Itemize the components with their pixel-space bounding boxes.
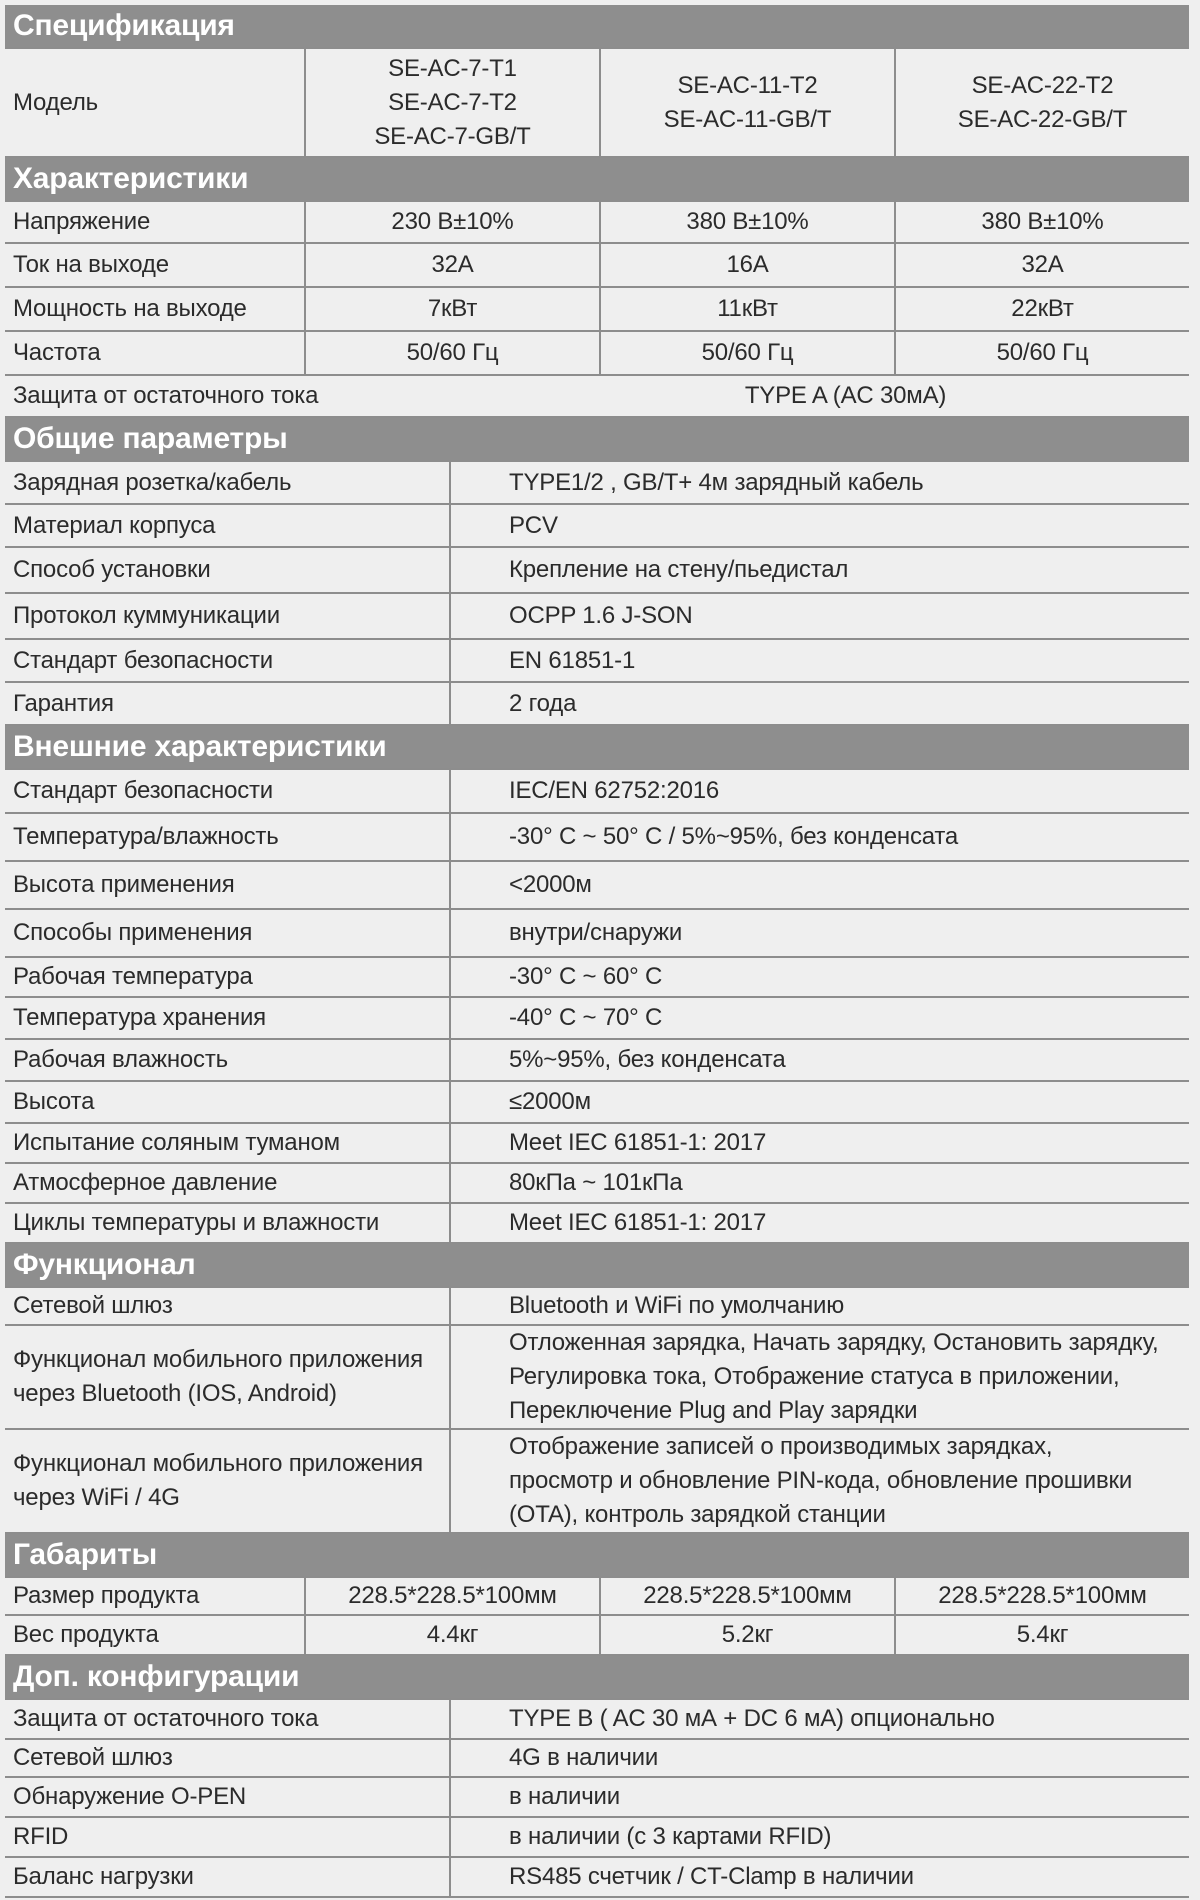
row-value: 228.5*228.5*100мм (600, 1577, 895, 1615)
row-value: 11кВт (600, 287, 895, 331)
row-label: Частота (5, 331, 305, 375)
label-line: Функционал мобильного приложения (13, 1346, 423, 1373)
model-3-line-2: SE-AC-22-GB/T (957, 105, 1128, 133)
row-value: Bluetooth и WiFi по умолчанию (450, 1287, 1189, 1325)
table-row (5, 682, 1189, 725)
model-3-line-1: SE-AC-22-T2 (971, 71, 1114, 99)
row-value: 4.4кг (305, 1615, 600, 1655)
row-value: TYPE1/2 , GB/T+ 4м зарядный кабель (450, 461, 1189, 504)
value-line: (OTA), контроль зарядкой станции (509, 1501, 886, 1528)
row-value: 228.5*228.5*100мм (305, 1577, 600, 1615)
table-row (5, 1739, 1189, 1777)
section-header-extra-config: Доп. конфигурации (5, 1655, 1189, 1699)
row-value: Крепление на стену/пьедистал (450, 547, 1189, 593)
row-label: Зарядная розетка/кабель (5, 461, 450, 504)
table-row (5, 1777, 1189, 1817)
row-label: Испытание соляным туманом (5, 1123, 450, 1163)
value-line: просмотр и обновление PIN-кода, обновление прошивки (509, 1467, 1133, 1494)
row-value: 50/60 Гц (305, 331, 600, 375)
model-2-line-2: SE-AC-11-GB/T (663, 105, 832, 133)
table-row (5, 1699, 1189, 1739)
row-label (5, 1429, 450, 1533)
row-value: IEC/EN 62752:2016 (450, 769, 1189, 813)
row-label: Ток на выходе (5, 243, 305, 287)
row-value: 32А (305, 243, 600, 287)
specification-sheet (5, 5, 1189, 1895)
section-header-characteristics: Характеристики (5, 157, 1189, 201)
model-1-line-2: SE-AC-7-T2 (388, 88, 517, 116)
row-value: внутри/снаружи (450, 909, 1189, 957)
row-value: 5.2кг (600, 1615, 895, 1655)
model-2-line-1: SE-AC-11-T2 (677, 71, 818, 99)
row-label: Температура/влажность (5, 813, 450, 861)
table-row (5, 957, 1189, 997)
table-row (5, 1123, 1189, 1163)
row-label: Размер продукта (5, 1577, 305, 1615)
row-label: Стандарт безопасности (5, 769, 450, 813)
model-cell-2 (600, 48, 895, 157)
row-value: -30° C ~ 50° C / 5%~95%, без конденсата (450, 813, 1189, 861)
value-line: Отображение записей о производимых зарядках, (509, 1433, 1053, 1460)
row-value (450, 1429, 1189, 1533)
row-value (450, 1325, 1189, 1429)
table-row (5, 909, 1189, 957)
table-row (5, 375, 1189, 417)
section-header-external: Внешние характеристики (5, 725, 1189, 769)
row-value: в наличии (450, 1777, 1189, 1817)
row-label: Способ установки (5, 547, 450, 593)
table-row (5, 461, 1189, 504)
row-label: Температура хранения (5, 997, 450, 1039)
row-label: Сетевой шлюз (5, 1287, 450, 1325)
row-label: RFID (5, 1817, 450, 1857)
row-value: 230 В±10% (305, 201, 600, 243)
row-label: Материал корпуса (5, 504, 450, 547)
row-value: 50/60 Гц (600, 331, 895, 375)
model-1-line-3: SE-AC-7-GB/T (374, 122, 531, 150)
table-row (5, 1203, 1189, 1243)
value-line: Отложенная зарядка, Начать зарядку, Остановить зарядку, (509, 1329, 1159, 1356)
row-label: Обнаружение O-PEN (5, 1777, 450, 1817)
row-value: Meet IEC 61851-1: 2017 (450, 1123, 1189, 1163)
model-label: Модель (5, 48, 305, 157)
table-row (5, 639, 1189, 682)
row-label: Высота (5, 1081, 450, 1123)
table-row (5, 1287, 1189, 1325)
label-line: через WiFi / 4G (13, 1484, 180, 1511)
row-value: 5%~95%, без конденсата (450, 1039, 1189, 1081)
table-row (5, 287, 1189, 331)
row-value: 32А (895, 243, 1189, 287)
row-value: 4G в наличии (450, 1739, 1189, 1777)
row-value: 380 В±10% (600, 201, 895, 243)
row-label: Протокол куммуникации (5, 593, 450, 639)
row-value: TYPE B ( AC 30 мА + DC 6 мА) опционально (450, 1699, 1189, 1739)
row-value: 228.5*228.5*100мм (895, 1577, 1189, 1615)
row-value: Meet IEC 61851-1: 2017 (450, 1203, 1189, 1243)
row-label (5, 1325, 450, 1429)
row-value: OCPP 1.6 J-SON (450, 593, 1189, 639)
model-cell-3 (895, 48, 1189, 157)
row-value: RS485 счетчик / CT-Clamp в наличии (450, 1857, 1189, 1897)
row-value: -40° C ~ 70° C (450, 997, 1189, 1039)
table-row (5, 1857, 1189, 1897)
row-label: Защита от остаточного тока (5, 375, 450, 417)
row-label: Баланс нагрузки (5, 1857, 450, 1897)
table-row (5, 331, 1189, 375)
row-value: 2 года (450, 682, 1189, 725)
row-label: Циклы температуры и влажности (5, 1203, 450, 1243)
spec-table (5, 5, 1189, 1898)
row-label: Вес продукта (5, 1615, 305, 1655)
row-label: Высота применения (5, 861, 450, 909)
table-row (5, 861, 1189, 909)
row-value: ≤2000м (450, 1081, 1189, 1123)
table-row (5, 813, 1189, 861)
row-value: 5.4кг (895, 1615, 1189, 1655)
table-row (5, 1615, 1189, 1655)
section-header-dimensions: Габариты (5, 1533, 1189, 1577)
row-value: 7кВт (305, 287, 600, 331)
row-value: PCV (450, 504, 1189, 547)
label-line: Функционал мобильного приложения (13, 1450, 423, 1477)
row-value: <2000м (450, 861, 1189, 909)
row-value: EN 61851-1 (450, 639, 1189, 682)
row-label: Атмосферное давление (5, 1163, 450, 1203)
row-label: Сетевой шлюз (5, 1739, 450, 1777)
section-header-spec: Спецификация (5, 5, 1189, 48)
row-label: Рабочая температура (5, 957, 450, 997)
row-label: Мощность на выходе (5, 287, 305, 331)
section-header-general: Общие параметры (5, 417, 1189, 461)
table-row (5, 547, 1189, 593)
row-label: Защита от остаточного тока (5, 1699, 450, 1739)
row-value: 50/60 Гц (895, 331, 1189, 375)
value-line: Переключение Plug and Play зарядки (509, 1397, 918, 1424)
table-row (5, 243, 1189, 287)
table-row (5, 1163, 1189, 1203)
row-label: Гарантия (5, 682, 450, 725)
table-row (5, 1817, 1189, 1857)
label-line: через Bluetooth (IOS, Android) (13, 1380, 337, 1407)
table-row (5, 997, 1189, 1039)
model-1-line-1: SE-AC-7-T1 (388, 54, 517, 82)
model-cell-1 (305, 48, 600, 157)
row-label: Способы применения (5, 909, 450, 957)
row-label: Стандарт безопасности (5, 639, 450, 682)
table-row (5, 1039, 1189, 1081)
table-row (5, 1325, 1189, 1429)
table-row (5, 1429, 1189, 1533)
row-value: 22кВт (895, 287, 1189, 331)
row-value: 16А (600, 243, 895, 287)
table-row (5, 504, 1189, 547)
section-header-functionality: Функционал (5, 1243, 1189, 1287)
row-value: 80кПа ~ 101кПа (450, 1163, 1189, 1203)
row-value: в наличии (с 3 картами RFID) (450, 1817, 1189, 1857)
row-value: 380 В±10% (895, 201, 1189, 243)
table-row (5, 769, 1189, 813)
table-row (5, 201, 1189, 243)
row-label: Рабочая влажность (5, 1039, 450, 1081)
table-row (5, 1081, 1189, 1123)
row-value: -30° C ~ 60° C (450, 957, 1189, 997)
table-row (5, 1577, 1189, 1615)
row-value: TYPE A (AC 30мА) (450, 375, 1189, 417)
value-line: Регулировка тока, Отображение статуса в приложении, (509, 1363, 1120, 1390)
row-label: Напряжение (5, 201, 305, 243)
table-row (5, 593, 1189, 639)
